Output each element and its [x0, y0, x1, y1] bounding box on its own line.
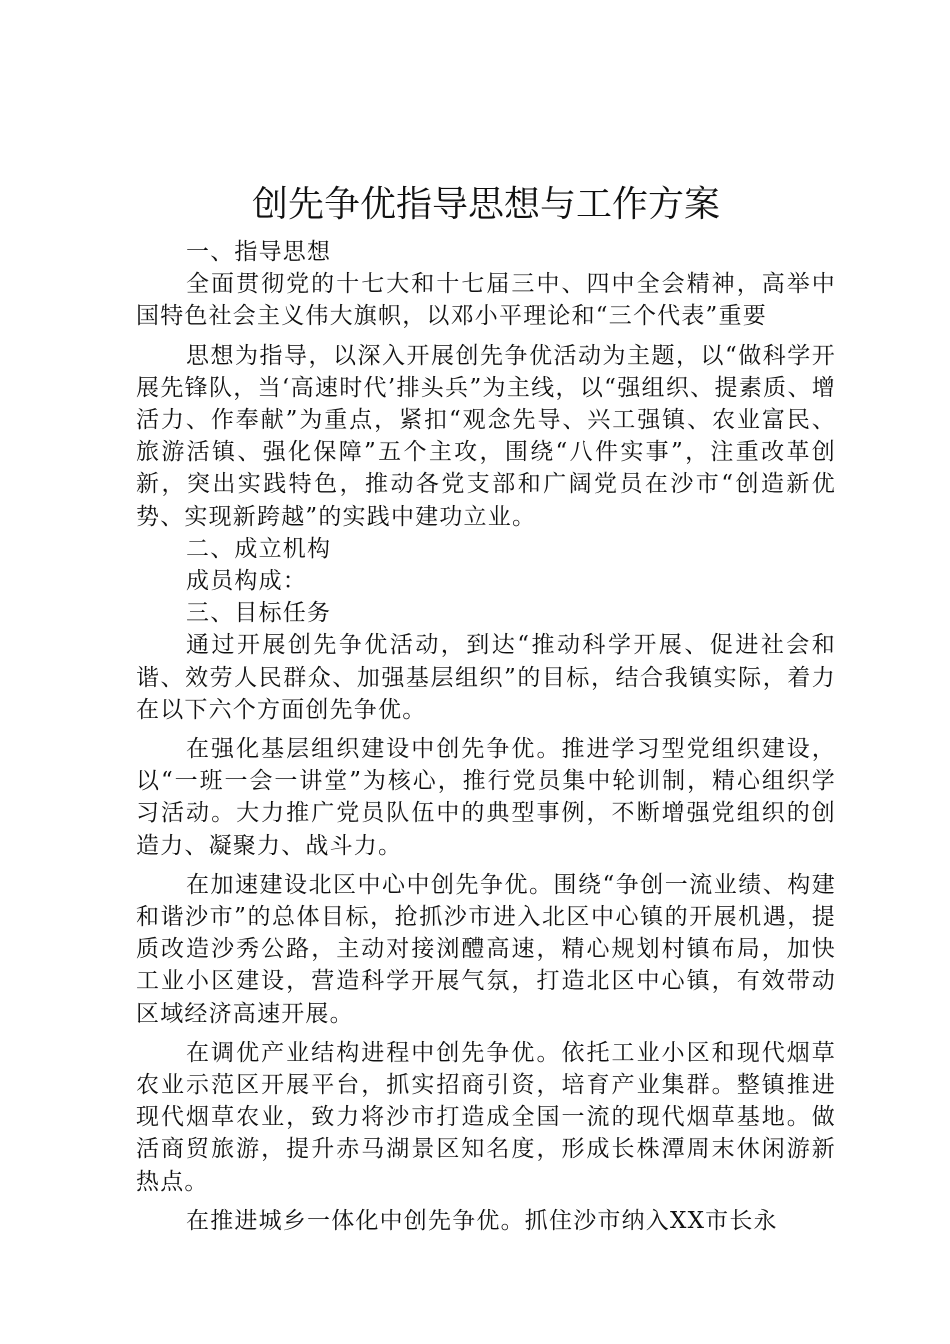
paragraph-industry-structure: 在调优产业结构进程中创先争优。依托工业小区和现代烟草农业示范区开展平台，抓实招商引资，培育产业集群。整镇推进现代烟草农业，致力将沙市打造成全国一流的现代烟草基地。做活商贸旅游，提升赤马湖景区知名度，形成长株潭周末休闲游新热点。: [136, 1039, 836, 1195]
section-heading-organization: 二、成立机构: [186, 535, 332, 562]
paragraph-guiding-ideology-intro: 全面贯彻党的十七大和十七届三中、四中全会精神，高举中国特色社会主义伟大旗帜，以邓小平理论和“三个代表”重要: [136, 271, 836, 330]
document-page: [136, 180, 836, 1237]
paragraph-goals-intro: 通过开展创先争优活动，到达“推动科学开展、促进社会和谐、效劳人民群众、加强基层组织”的目标，结合我镇实际，着力在以下六个方面创先争优。: [136, 632, 836, 723]
paragraph-urban-rural-integration: 在推进城乡一体化中创先争优。抓住沙市纳入XX市长永: [186, 1207, 778, 1234]
paragraph-grassroots-organization: 在强化基层组织建设中创先争优。推进学习型党组织建设，以“一班一会一讲堂”为核心，推行党员集中轮训制，精心组织学习活动。大力推广党员队伍中的典型事例，不断增强党组织的创造力、凝聚力、战斗力。: [136, 736, 836, 859]
paragraph-members: 成员构成：: [186, 568, 307, 595]
section-heading-guiding-ideology: 一、指导思想: [186, 239, 332, 265]
section-heading-goals: 三、目标任务: [186, 600, 332, 627]
paragraph-guiding-ideology-body: 思想为指导，以深入开展创先争优活动为主题，以“做科学开展先锋队，当‘高速时代’排头兵”为主线，以“强组织、提素质、增活力、作奉献”为重点，紧扣“观念先导、兴工强镇、农业富民、旅游活镇、强化保障”五个主攻，围绕“八件实事”，注重改革创新，突出实践特色，推动各党支部和广阔党员在沙市“创造新优势、实现新跨越”的实践中建功立业。: [136, 342, 836, 530]
paragraph-northern-center: 在加速建设北区中心中创先争优。围绕“争创一流业绩、构建和谐沙市”的总体目标，抢抓沙市进入北区中心镇的开展机遇，提质改造沙秀公路，主动对接浏醴高速，精心规划村镇布局，加快工业小区建设，营造科学开展气氛，打造北区中心镇，有效带动区域经济高速开展。: [136, 871, 836, 1027]
document-title: 创先争优指导思想与工作方案: [251, 184, 720, 225]
